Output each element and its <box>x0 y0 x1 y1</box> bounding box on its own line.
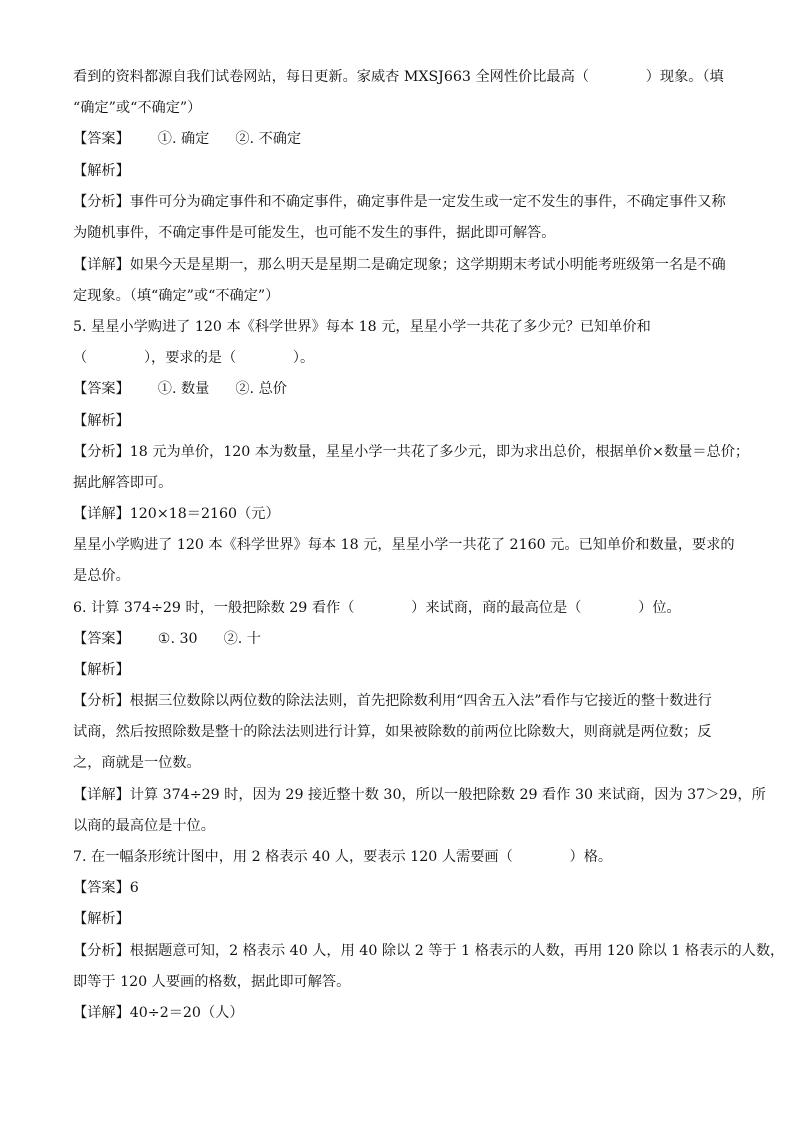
text-line: 即等于 120 人要画的格数，据此即可解答。 <box>73 974 351 990</box>
text-line: 定现象。（填“确定”或“不确定”） <box>73 288 280 304</box>
text-line: 【分析】根据题意可知，2 格表示 40 人，用 40 除以 2 等于 1 格表示的人数，再用 120 除以 1 格表示的人数， <box>73 943 785 959</box>
text-line: 【详解】40÷2＝20（人） <box>73 1005 244 1021</box>
question-7: 7. 在一幅条形统计图中，用 2 格表示 40 人，要表示 120 人需要画（ ）格。 <box>73 849 613 865</box>
answer-line: 【答案】6 <box>73 880 139 896</box>
text-line: 为随机事件，不确定事件是可能发生，也可能不发生的事件，据此即可解答。 <box>73 225 556 241</box>
text-line: 试商，然后按照除数是整十的除法法则进行计算，如果被除数的前两位比除数大，则商就是两位数；反 <box>73 724 712 740</box>
analysis-label: 【解析】 <box>73 413 130 429</box>
answer-line <box>73 129 733 149</box>
text-line: 看到的资料都源自我们试卷网站，每日更新。家威杏 MXSJ663 全网性价比最高（ ）现象。（填 <box>73 69 724 85</box>
answer-line <box>73 629 733 649</box>
text-line: 【分析】事件可分为确定事件和不确定事件，确定事件是一定发生或一定不发生的事件，不确定事件又称 <box>73 194 726 210</box>
answer-item: ②. 总价 <box>235 381 287 397</box>
answer-label: 【答案】 <box>73 381 130 397</box>
text-line: 是总价。 <box>73 568 130 584</box>
question-6: 6. 计算 374÷29 时，一般把除数 29 看作（ ）来试商，商的最高位是（ ）位。 <box>73 600 681 616</box>
analysis-label: 【解析】 <box>73 911 130 927</box>
text-line: 之，商就是一位数。 <box>73 755 201 771</box>
question-5: 5. 星星小学购进了 120 本《科学世界》每本 18 元，星星小学一共花了多少元？已知单价和 <box>73 319 651 335</box>
text-line: “确定”或“不确定”） <box>73 100 202 116</box>
answer-line <box>73 379 733 399</box>
answer-item: ①. 确定 <box>157 131 210 147</box>
text-line: 星星小学购进了 120 本《科学世界》每本 18 元，星星小学一共花了 2160 元。已知单价和数量，要求的 <box>73 537 735 553</box>
answer-label: 【答案】 <box>73 131 130 147</box>
text-line: 【分析】根据三位数除以两位数的除法法则，首先把除数利用“四舍五入法”看作与它接近的整十数进行 <box>73 693 712 709</box>
answer-item: ①. 数量 <box>157 381 210 397</box>
answer-label: 【答案】 <box>73 631 130 647</box>
text-line: 【分析】18 元为单价，120 本为数量，星星小学一共花了多少元，即为求出总价，根据单价×数量＝总价； <box>73 444 750 460</box>
answer-item: ②. 十 <box>223 631 261 647</box>
analysis-label: 【解析】 <box>73 662 130 678</box>
text-line: 【详解】120×18＝2160（元） <box>73 506 280 522</box>
analysis-label: 【解析】 <box>73 163 130 179</box>
answer-item: ①. 30 <box>157 631 198 647</box>
text-line: （ ），要求的是（ ）。 <box>73 350 315 366</box>
answer-item: ②. 不确定 <box>235 131 302 147</box>
text-line: 以商的最高位是十位。 <box>73 818 215 834</box>
text-line: 据此解答即可。 <box>73 475 173 491</box>
text-line: 【详解】计算 374÷29 时，因为 29 接近整十数 30，所以一般把除数 29 看作 30 来试商，因为 37＞29，所 <box>73 787 766 803</box>
text-line: 【详解】如果今天是星期一，那么明天是星期二是确定现象；这学期期末考试小明能考班级第一名是不确 <box>73 257 726 273</box>
